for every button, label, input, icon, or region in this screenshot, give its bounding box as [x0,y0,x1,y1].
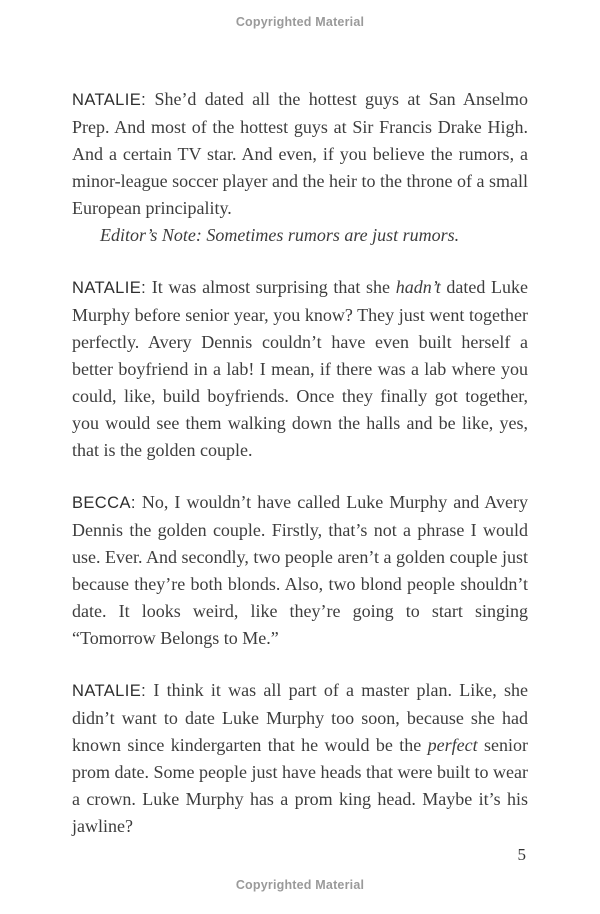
copyright-notice-top: Copyrighted Material [235,15,365,29]
copyright-notice-bottom: Copyrighted Material [235,878,365,892]
speech-paragraph [72,489,528,652]
text-segment: dated Luke Murphy before senior year, you know? They just went together perfectly. Avery Dennis couldn’t have even built herself a better boyfriend in a lab! I mean, if there was a lab where you could, like, build boyfriends. Once they finally got together, you would see them walking down the halls and be like, yes, that is the golden couple. [72,277,529,460]
text-segment: Editor’s Note: Sometimes rumors are just rumors. [100,225,460,245]
text-segment: hadn’t [395,277,441,297]
text-segment: perfect [427,735,478,755]
text-segment: She’d dated all the hottest guys at San Anselmo Prep. And most of the hottest guys at Sir Francis Drake High. And a certain TV star. And even, if you believe the rumors, a minor-league soccer player and the heir to the throne of a small European principality. [72,89,528,218]
editor-note [72,222,528,249]
speech-paragraph [72,86,528,222]
page-text-block [72,86,528,865]
speaker-label: NATALIE: [72,91,147,109]
text-segment: I think it was all part of a master plan. Like, she didn’t want to date Luke Murphy too soon, because she had known since kindergarten that he would be the [72,680,528,755]
speech-paragraph [72,677,528,840]
speech-paragraph [72,274,528,464]
text-segment: senior prom date. Some people just have heads that were built to wear a crown. Luke Murphy has a prom king head. Maybe it’s his jawline? [72,735,528,836]
speaker-label: BECCA: [72,494,136,512]
text-segment: No, I wouldn’t have called Luke Murphy and Avery Dennis the golden couple. Firstly, that’s not a phrase I would use. Ever. And secondly, two people aren’t a golden couple just because they’re both blonds. Also, two blond people shouldn’t date. It looks weird, like they’re going to start singing “Tomorrow Belongs to Me.” [72,492,528,648]
text-segment: It was almost surprising that she [151,277,396,297]
speaker-label: NATALIE: [72,682,147,700]
page-number: 5 [517,845,526,864]
speaker-label: NATALIE: [72,279,147,297]
